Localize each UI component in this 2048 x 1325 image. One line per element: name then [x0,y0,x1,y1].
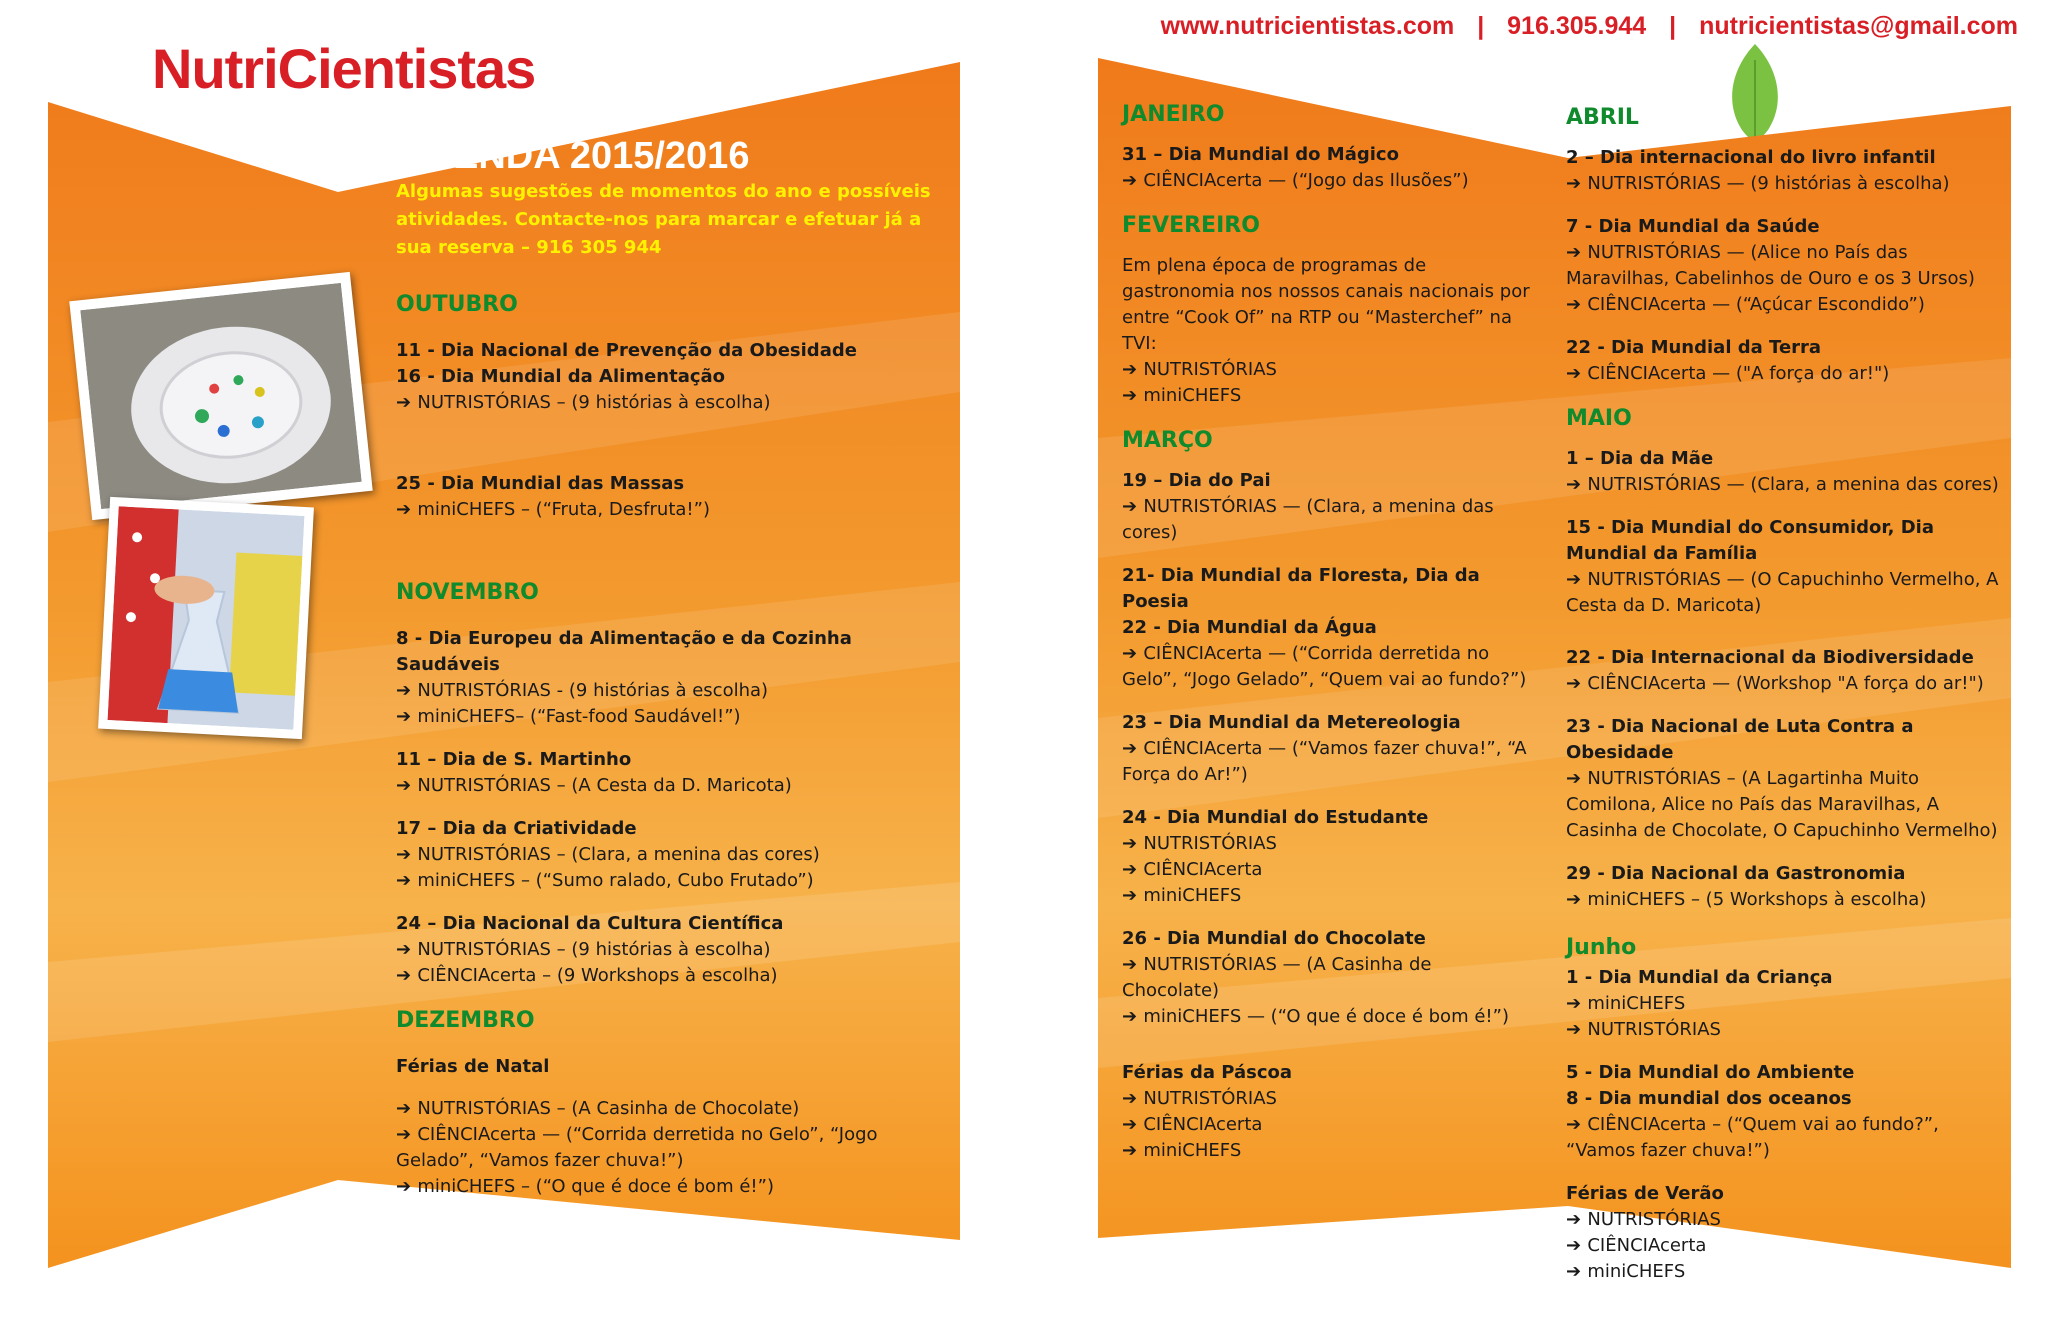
event-activity: ➔ NUTRISTÓRIAS [1566,1017,2002,1043]
event-activity: ➔ miniCHEFS [1122,1138,1532,1164]
event-activity: ➔ NUTRISTÓRIAS [1122,831,1532,857]
event-activity: ➔ miniCHEFS – (5 Workshops à escolha) [1566,887,2002,913]
event-item [396,747,936,799]
contact-separator: | [1669,12,1677,40]
event-item [1566,145,2002,197]
event-item [1122,253,1532,409]
event-title: 11 - Dia Nacional de Prevenção da Obesidade [396,340,857,361]
event-item [1122,468,1532,546]
event-item [1122,805,1532,909]
event-activity: ➔ CIÊNCIAcerta [1122,857,1532,883]
event-item [1566,714,2002,844]
event-text: Em plena época de programas de gastronomia nos nossos canais nacionais por entre “Cook Of” na RTP ou “Masterchef” na TVI: [1122,255,1530,354]
logo-text: NutriCientistas [152,37,536,100]
event-item [396,471,936,523]
event-title: 22 - Dia Mundial da Terra [1566,337,1822,358]
event-activity: ➔ CIÊNCIAcerta [1122,1112,1532,1138]
month-fevereiro: FEVEREIRO [1122,213,1260,238]
event-title: 1 – Dia da Mãe [1566,448,1714,469]
event-activity: ➔ NUTRISTÓRIAS — (A Casinha de Chocolate) [1122,952,1532,1004]
event-activity: ➔ NUTRISTÓRIAS – (Clara, a menina das cores) [396,842,936,868]
event-item [1566,214,2002,318]
kids-photo-image [108,506,305,729]
event-title: Férias da Páscoa [1122,1062,1292,1083]
contact-separator: | [1477,12,1485,40]
event-title: 5 - Dia Mundial do Ambiente [1566,1062,1855,1083]
event-activity: ➔ CIÊNCIAcerta – (9 Workshops à escolha) [396,963,936,989]
month-novembro: NOVEMBRO [396,580,539,605]
month-maio: MAIO [1566,406,1632,431]
event-item [1566,335,2002,387]
event-activity: ➔ NUTRISTÓRIAS – (9 histórias à escolha) [396,937,936,963]
event-activity: ➔ miniCHEFS [1122,383,1532,409]
event-activity: ➔ NUTRISTÓRIAS – (A Lagartinha Muito Comilona, Alice no País das Maravilhas, A Casinha de Chocolate, O Capuchinho Vermelho) [1566,766,2002,844]
event-activity: ➔ NUTRISTÓRIAS — (O Capuchinho Vermelho, A Cesta da D. Maricota) [1566,567,2002,619]
month-abril: ABRIL [1566,105,1639,130]
event-item [1566,1060,2002,1164]
month-marco: MARÇO [1122,428,1213,453]
plate-photo-image [80,283,361,509]
event-title: 8 - Dia Europeu da Alimentação e da Cozinha Saudáveis [396,628,852,675]
event-activity: ➔ NUTRISTÓRIAS — (Clara, a menina das cores) [1566,472,2002,498]
event-activity: ➔ miniCHEFS [1566,1259,2002,1285]
event-activity: ➔ CIÊNCIAcerta [1566,1233,2002,1259]
left-content [396,134,936,1217]
event-item [1122,142,1532,194]
event-title: 23 – Dia Mundial da Metereologia [1122,712,1461,733]
phone-number[interactable]: 916.305.944 [1507,12,1647,40]
event-activity: ➔ CIÊNCIAcerta — (“Açúcar Escondido”) [1566,292,2002,318]
month-junho: Junho [1566,935,1637,960]
event-title: 7 - Dia Mundial da Saúde [1566,216,1820,237]
event-activity: ➔ miniCHEFS – (“Sumo ralado, Cubo Frutado”) [396,868,936,894]
event-activity: ➔ miniCHEFS [1122,883,1532,909]
event-item [1122,710,1532,788]
event-activity: ➔ miniCHEFS [1566,991,2002,1017]
event-activity: ➔ NUTRISTÓRIAS - (9 histórias à escolha) [396,678,936,704]
event-title: 11 – Dia de S. Martinho [396,749,632,770]
event-item [396,816,936,894]
event-title: 8 - Dia mundial dos oceanos [1566,1088,1852,1109]
event-title: 21- Dia Mundial da Floresta, Dia da Poesia [1122,565,1480,612]
event-item [1122,926,1532,1030]
event-item [1122,563,1532,693]
event-activity: ➔ NUTRISTÓRIAS [1122,357,1532,383]
event-activity: ➔ CIÊNCIAcerta — (Workshop "A força do ar!") [1566,671,2002,697]
event-title: 16 - Dia Mundial da Alimentação [396,366,726,387]
event-activity: ➔ NUTRISTÓRIAS [1122,1086,1532,1112]
right-column-2 [1566,103,2002,1302]
event-activity: ➔ CIÊNCIAcerta — ("A força do ar!") [1566,361,2002,387]
month-dezembro: DEZEMBRO [396,1008,535,1033]
event-title: 29 - Dia Nacional da Gastronomia [1566,863,1906,884]
event-activity: ➔ miniCHEFS – (“O que é doce é bom é!”) [396,1174,936,1200]
photo-kids-experiment [98,497,314,739]
website-link[interactable]: www.nutricientistas.com [1160,12,1455,40]
event-title: 24 – Dia Nacional da Cultura Científica [396,913,784,934]
event-item [1566,446,2002,498]
photo-plate-experiment [69,272,372,520]
event-title: 19 – Dia do Pai [1122,470,1271,491]
event-title: 2 – Dia internacional do livro infantil [1566,147,1936,168]
event-item [396,338,936,416]
event-title: Férias de Verão [1566,1183,1724,1204]
event-activity: ➔ NUTRISTÓRIAS – (9 histórias à escolha) [396,390,936,416]
event-item [1566,965,2002,1043]
event-activity: ➔ NUTRISTÓRIAS — (Alice no País das Maravilhas, Cabelinhos de Ouro e os 3 Ursos) [1566,240,2002,292]
event-activity: ➔ CIÊNCIAcerta — (“Jogo das Ilusões”) [1122,168,1532,194]
event-title: 1 - Dia Mundial da Criança [1566,967,1833,988]
event-title: 25 - Dia Mundial das Massas [396,473,685,494]
event-activity: ➔ NUTRISTÓRIAS — (Clara, a menina das cores) [1122,494,1532,546]
event-activity: ➔ NUTRISTÓRIAS – (A Cesta da D. Maricota) [396,773,936,799]
event-title: 17 – Dia da Criatividade [396,818,637,839]
event-item [1566,645,2002,697]
event-item [396,911,936,989]
event-title: 26 - Dia Mundial do Chocolate [1122,928,1426,949]
event-title: 31 – Dia Mundial do Mágico [1122,144,1399,165]
contact-bar [1161,12,2018,41]
event-activity: ➔ CIÊNCIAcerta — (“Corrida derretida no Gelo”, “Jogo Gelado”, “Quem vai ao fundo?”) [1122,641,1532,693]
event-activity: ➔ miniCHEFS – (“Fruta, Desfruta!”) [396,497,936,523]
month-janeiro: JANEIRO [1122,102,1225,127]
event-item [396,1054,936,1200]
event-activity: ➔ CIÊNCIAcerta — (“Vamos fazer chuva!”, “A Força do Ar!”) [1122,736,1532,788]
event-title: 22 - Dia Internacional da Biodiversidade [1566,647,1974,668]
event-title: 24 - Dia Mundial do Estudante [1122,807,1429,828]
event-activity: ➔ CIÊNCIAcerta — (“Corrida derretida no Gelo”, “Jogo Gelado”, “Vamos fazer chuva!”) [396,1122,936,1174]
event-activity: ➔ NUTRISTÓRIAS [1566,1207,2002,1233]
event-title: Férias de Natal [396,1056,550,1077]
event-item [1122,1060,1532,1164]
event-item [396,626,936,730]
event-activity: ➔ NUTRISTÓRIAS – (A Casinha de Chocolate) [396,1096,936,1122]
month-outubro: OUTUBRO [396,292,518,317]
email-link[interactable]: nutricientistas@gmail.com [1699,12,2018,40]
event-activity: ➔ NUTRISTÓRIAS — (9 histórias à escolha) [1566,171,2002,197]
event-activity: ➔ miniCHEFS — (“O que é doce é bom é!”) [1122,1004,1532,1030]
agenda-subtitle: Algumas sugestões de momentos do ano e possíveis atividades. Contacte-nos para marcar e efetuar já a sua reserva – 916 305 944 [396,181,931,258]
event-title: 22 - Dia Mundial da Água [1122,617,1377,638]
event-title: 15 - Dia Mundial do Consumidor, Dia Mundial da Família [1566,517,1934,564]
event-title: 23 - Dia Nacional de Luta Contra a Obesidade [1566,716,1914,763]
event-item [1566,1181,2002,1285]
event-activity: ➔ CIÊNCIAcerta – (“Quem vai ao fundo?”, “Vamos fazer chuva!”) [1566,1112,2002,1164]
event-item [1566,515,2002,619]
event-activity: ➔ miniCHEFS– (“Fast-food Saudável!”) [396,704,936,730]
event-item [1566,861,2002,913]
agenda-title: AGENDA 2015/2016 [396,135,750,177]
right-column-1 [1122,100,1532,1181]
